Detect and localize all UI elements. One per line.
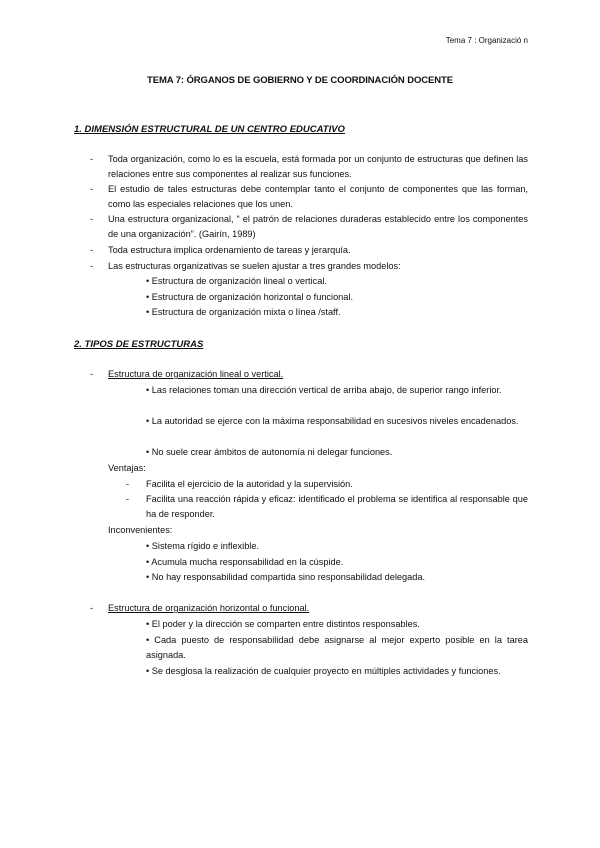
model-item: • Estructura de organización horizontal o funcional. (146, 292, 353, 302)
list-item: Toda organización, como lo es la escuela, está formada por un conjunto de estructuras que definen las relaciones entre sus componentes al realizar sus funciones. (108, 154, 528, 179)
horizontal-point: • El poder y la dirección se comparten entre distintos responsables. (146, 619, 420, 629)
dash-bullet: - (126, 479, 130, 489)
lineal-title: Estructura de organización lineal o vertical. (108, 369, 284, 379)
ventajas-label: Ventajas: (108, 463, 146, 473)
section-1-heading: 1. DIMENSIÓN ESTRUCTURAL DE UN CENTRO EDUCATIVO (74, 124, 345, 135)
lineal-point: • Las relaciones toman una dirección vertical de arriba abajo, de superior rango inferior. (146, 385, 502, 395)
ventaja-item: Facilita el ejercicio de la autoridad y la supervisión. (146, 479, 353, 489)
model-item: • Estructura de organización mixta o línea /staff. (146, 307, 341, 317)
inconveniente-item: • No hay responsabilidad compartida sino responsabilidad delegada. (146, 572, 426, 582)
document-title: TEMA 7: ÓRGANOS DE GOBIERNO Y DE COORDINACIÓN DOCENTE (147, 75, 453, 86)
dash-bullet: - (90, 214, 94, 224)
list-item: El estudio de tales estructuras debe contemplar tanto el conjunto de componentes que las forman, como las especiales relaciones que los unen. (108, 184, 528, 209)
running-header: Tema 7 : Organizació n (445, 36, 528, 45)
model-item: • Estructura de organización lineal o vertical. (146, 276, 327, 286)
lineal-point: • La autoridad se ejerce con la máxima responsabilidad en sucesivos niveles encadenados. (146, 416, 519, 426)
dash-bullet: - (90, 184, 94, 194)
horizontal-point: • Se desglosa la realización de cualquier proyecto en múltiples actividades y funciones. (146, 666, 501, 676)
section-2-heading: 2. TIPOS DE ESTRUCTURAS (74, 339, 204, 350)
dash-bullet: - (90, 261, 94, 271)
list-item: Toda estructura implica ordenamiento de tareas y jerarquía. (108, 245, 351, 255)
inconveniente-item: • Acumula mucha responsabilidad en la cúspide. (146, 557, 344, 567)
list-item: Las estructuras organizativas se suelen ajustar a tres grandes modelos: (108, 261, 401, 271)
inconveniente-item: • Sistema rígido e inflexible. (146, 541, 260, 551)
dash-bullet: - (126, 494, 130, 504)
horizontal-point: • Cada puesto de responsabilidad debe asignarse al mejor experto posible en la tarea asignada. (146, 635, 528, 660)
dash-bullet: - (90, 369, 94, 379)
dash-bullet: - (90, 245, 94, 255)
dash-bullet: - (90, 603, 94, 613)
lineal-point: • No suele crear ámbitos de autonomía ni delegar funciones. (146, 447, 393, 457)
horizontal-title: Estructura de organización horizontal o funcional. (108, 603, 310, 613)
dash-bullet: - (90, 154, 94, 164)
list-item: Una estructura organizacional, “ el patrón de relaciones duraderas establecido entre los componentes de una organización”. (Gairín, 1989) (108, 214, 528, 239)
inconvenientes-label: Inconvenientes: (108, 525, 173, 535)
ventaja-item: Facilita una reacción rápida y eficaz: identificado el problema se identifica al responsable que ha de responder. (146, 494, 528, 519)
